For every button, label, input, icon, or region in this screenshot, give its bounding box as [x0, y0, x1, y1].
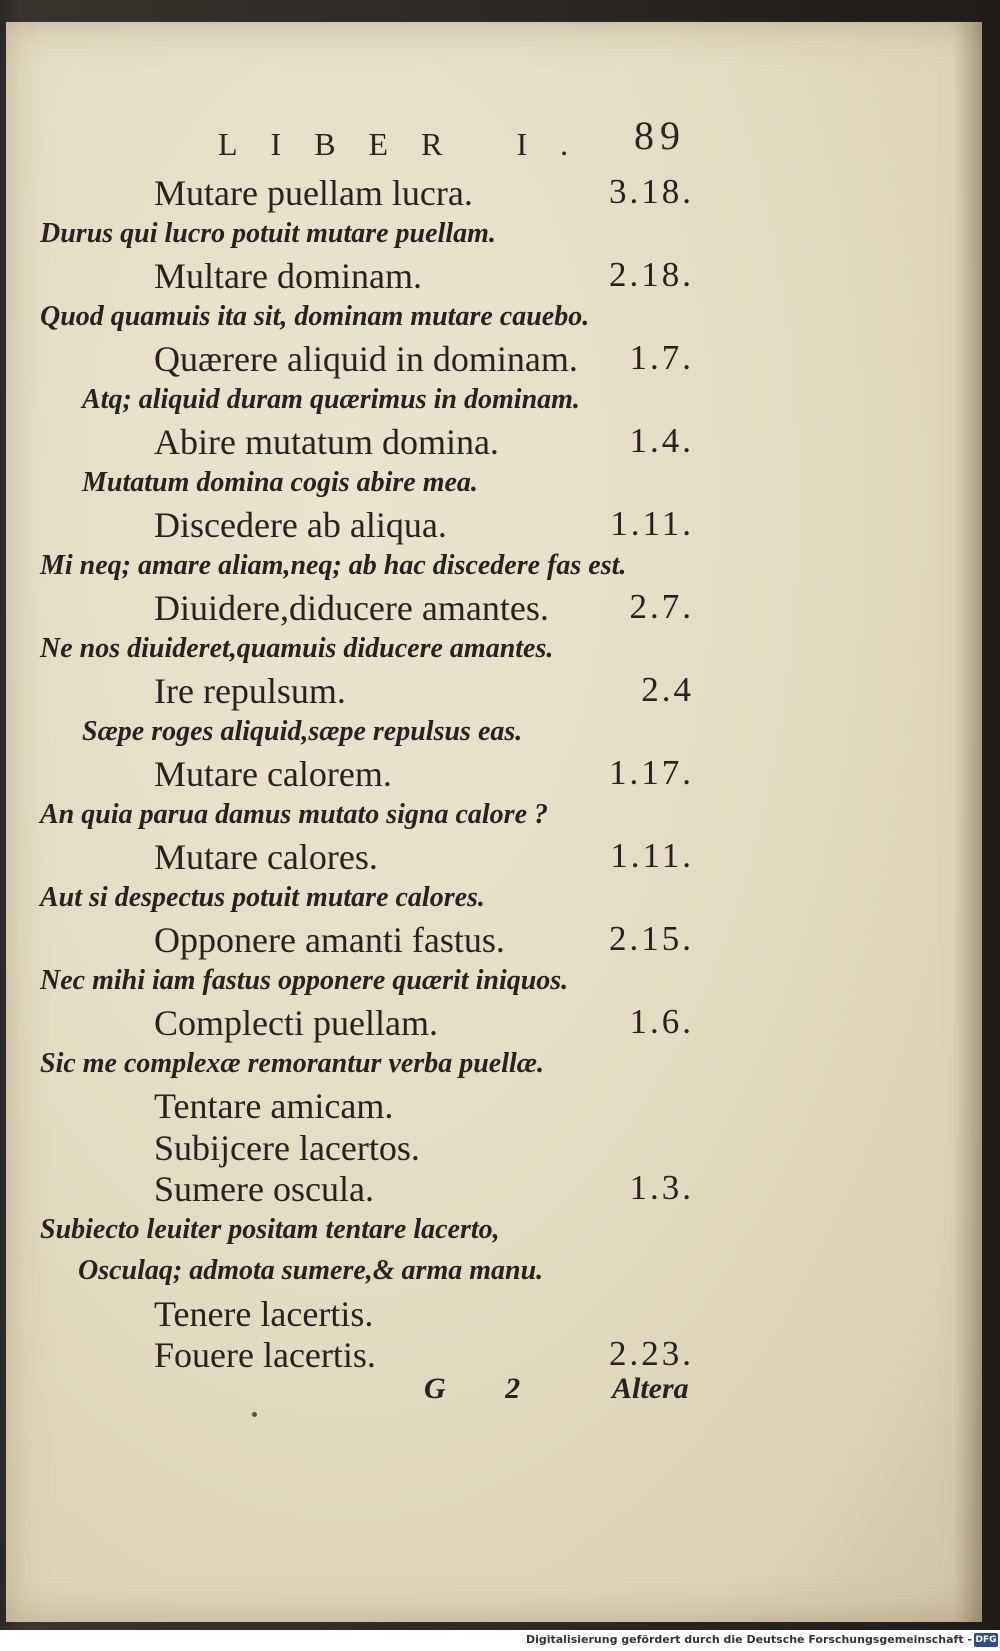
- running-head: LIBER I.: [218, 126, 602, 162]
- page-number: 89: [634, 113, 686, 158]
- lemma-text: Diuidere,diducere amantes.: [154, 588, 549, 628]
- lemma-text: Ire repulsum.: [154, 671, 346, 711]
- credit-bar: [0, 1630, 1000, 1651]
- elegy-reference: 2.18.: [609, 255, 694, 294]
- lemma-line: [6, 1168, 982, 1210]
- verse-text: Nec mihi iam fastus opponere quærit iniquos.: [40, 964, 569, 996]
- verse-quote-line: [6, 1044, 982, 1086]
- lemma-text: Mutare puellam lucra.: [154, 173, 473, 213]
- lemma-line: [6, 836, 982, 878]
- verse-quote-line: [6, 214, 982, 256]
- lemma-text: Tentare amicam.: [154, 1086, 394, 1126]
- elegy-reference: 1.11.: [610, 504, 694, 543]
- verse-text: Ne nos diuideret,quamuis diducere amantes.: [40, 632, 554, 664]
- lemma-line: [6, 1085, 982, 1127]
- ink-speck: [252, 1412, 257, 1417]
- elegy-reference: 1.11.: [610, 836, 694, 875]
- lemma-text: Sumere oscula.: [154, 1169, 374, 1209]
- verse-quote-line: [6, 629, 982, 671]
- lemma-text: Multare dominam.: [154, 256, 422, 296]
- lemma-line: [6, 1334, 982, 1376]
- lemma-line: [6, 338, 982, 380]
- book-page: [6, 22, 982, 1622]
- elegy-reference: 1.6.: [629, 1002, 694, 1041]
- lemma-line: [6, 1293, 982, 1335]
- verse-text: Mutatum domina cogis abire mea.: [82, 466, 478, 498]
- lemma-line: [6, 670, 982, 712]
- lemma-text: Subijcere lacertos.: [154, 1127, 420, 1168]
- lemma-text: Mutare calorem.: [154, 754, 392, 794]
- lemma-text: Tenere lacertis.: [154, 1293, 374, 1334]
- lemma-line: [6, 172, 982, 214]
- verse-quote-line: [6, 961, 982, 1003]
- elegy-reference: 1.4.: [629, 421, 694, 460]
- elegy-reference: 1.17.: [609, 753, 694, 792]
- elegy-reference: 2.4: [641, 670, 694, 709]
- lemma-line: [6, 1127, 982, 1169]
- elegy-reference: 2.23.: [609, 1334, 694, 1373]
- catchword: Altera: [612, 1372, 689, 1405]
- lemma-line: [6, 1002, 982, 1044]
- page-header: [6, 110, 982, 170]
- dfg-logo-icon: DFG: [975, 1635, 997, 1645]
- verse-quote-line: [6, 297, 982, 339]
- elegy-reference: 2.7.: [629, 587, 694, 626]
- lemma-text: Mutare calores.: [154, 837, 378, 877]
- lemma-text: Quærere aliquid in dominam.: [154, 339, 578, 379]
- verse-text: Quod quamuis ita sit, dominam mutare cauebo.: [40, 300, 590, 332]
- verse-quote-line: [6, 712, 982, 754]
- index-entries: [6, 172, 982, 1376]
- lemma-line: [6, 255, 982, 297]
- verse-quote-line: [6, 1210, 982, 1252]
- lemma-text: Complecti puellam.: [154, 1003, 438, 1043]
- verse-text: Sæpe roges aliquid,sæpe repulsus eas.: [82, 715, 523, 747]
- lemma-text: Abire mutatum domina.: [154, 422, 499, 462]
- elegy-reference: 1.3.: [629, 1168, 694, 1207]
- verse-text: An quia parua damus mutato signa calore ?: [40, 798, 549, 830]
- verse-quote-line: [6, 463, 982, 505]
- verse-text: Atq; aliquid duram quærimus in dominam.: [82, 383, 580, 415]
- lemma-line: [6, 587, 982, 629]
- lemma-line: [6, 504, 982, 546]
- verse-text: Aut si despectus potuit mutare calores.: [40, 881, 485, 913]
- elegy-reference: 3.18.: [609, 172, 694, 211]
- verse-text: Mi neq; amare aliam,neq; ab hac discedere fas est.: [40, 549, 627, 581]
- page-footer: [6, 1372, 982, 1422]
- signature-mark: G 2: [424, 1372, 547, 1405]
- verse-quote-line: [6, 380, 982, 422]
- verse-quote-line: [6, 1251, 982, 1293]
- lemma-line: [6, 919, 982, 961]
- lemma-text: Opponere amanti fastus.: [154, 920, 505, 960]
- lemma-text: Fouere lacertis.: [154, 1335, 376, 1375]
- verse-quote-line: [6, 546, 982, 588]
- verse-text: Sic me complexæ remorantur verba puellæ.: [40, 1047, 544, 1079]
- lemma-line: [6, 421, 982, 463]
- verse-text: Subiecto leuiter positam tentare lacerto,: [40, 1213, 500, 1245]
- verse-quote-line: [6, 878, 982, 920]
- elegy-reference: 1.7.: [629, 338, 694, 377]
- lemma-line: [6, 753, 982, 795]
- elegy-reference: 2.15.: [609, 919, 694, 958]
- lemma-text: Discedere ab aliqua.: [154, 505, 447, 545]
- verse-text: Durus qui lucro potuit mutare puellam.: [40, 217, 496, 249]
- verse-text: Osculaq; admota sumere,& arma manu.: [78, 1255, 544, 1286]
- verse-quote-line: [6, 795, 982, 837]
- credit-text: Digitalisierung gefördert durch die Deutsche Forschungsgemeinschaft -: [525, 1633, 972, 1646]
